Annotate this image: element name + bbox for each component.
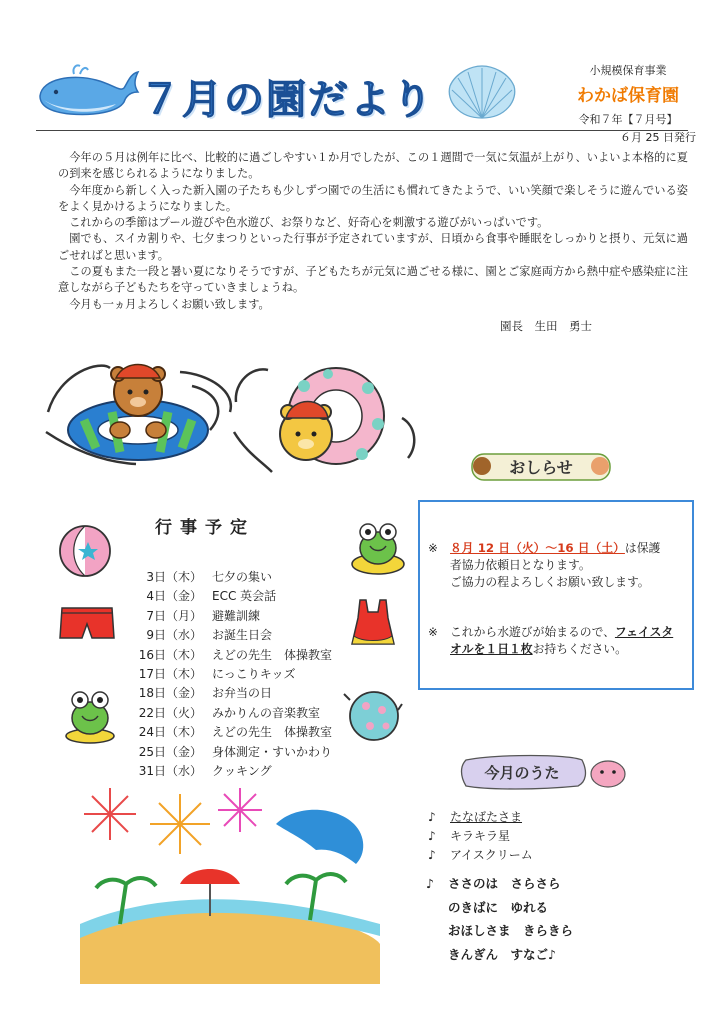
songs-badge <box>458 752 630 792</box>
event-name: えどの先生 体操教室 <box>212 647 333 662</box>
lyric-line: きんぎん すなご♪ <box>448 946 556 962</box>
publisher-name: わかば保育園 <box>577 86 679 106</box>
lyric-text: ささのは さらさら <box>448 876 561 891</box>
intro-paragraph: 今年度から新しく入った新入園の子たちも少しずつ園での生活にも慣れてきたようで、いい笑顔で楽しそうに遊んでいる姿をよく見かけるようになりました。 <box>58 183 688 213</box>
intro-paragraph: これからの季節はプール遊びや色水遊び、お祭りなど、好奇心を刺激する遊びがいっぱいです。 <box>69 216 549 230</box>
event-name: えどの先生 体操教室 <box>212 725 333 740</box>
bear-swim-ring-illustration <box>40 352 240 474</box>
event-row <box>118 646 332 665</box>
events-title: 行事予定 <box>155 518 255 538</box>
frog-sitting-illustration <box>60 682 120 746</box>
issue-date: ６月 25 日発行 <box>620 131 696 144</box>
song-title: アイスクリーム <box>450 848 533 862</box>
event-date: 17日（木） <box>138 666 202 681</box>
frog-float-illustration <box>348 514 408 580</box>
notice-text: は保護 <box>624 541 661 555</box>
event-name: 七夕の集い <box>212 570 273 584</box>
notice-emphasis: オルを１日１枚 <box>450 642 533 656</box>
notice-text: これから水遊びが始まるので、 <box>450 625 615 639</box>
event-date: 7日（月） <box>146 608 202 623</box>
notice-text: ご協力の程よろしくお願い致します。 <box>450 575 650 589</box>
event-name: お誕生日会 <box>212 628 273 643</box>
notice-emphasis: フェイスタ <box>614 625 674 639</box>
event-date: 9日（水） <box>146 628 202 643</box>
whale-illustration <box>34 62 142 118</box>
shell-illustration <box>444 64 520 122</box>
notice-badge <box>470 448 612 484</box>
event-date: 4日（金） <box>146 589 202 604</box>
music-note-icon: ♪ <box>428 810 436 824</box>
event-date: 25日（金） <box>138 744 202 759</box>
event-row <box>118 723 332 742</box>
intro-paragraph: 今年の５月は例年に比べ、比較的に過ごしやすい１か月でしたが、この１週間で一気に気温が上がり、いよいよ本格的に夏の到来を感じられるようになりました。 <box>58 151 688 181</box>
songs-list <box>428 808 533 865</box>
event-date: 16日（木） <box>138 647 202 662</box>
lyric-line <box>426 872 573 896</box>
music-note-icon: ♪ <box>428 829 436 843</box>
intro-paragraph: 今月も一ヵ月よろしくお願い致します。 <box>69 297 270 311</box>
principal-signature: 園長 生田 勇士 <box>500 319 592 333</box>
header-divider <box>36 130 688 131</box>
intro-paragraph: 園でも、スイカ割りや、七夕まつりといった行事が予定されていますが、日頃から食事や睡眠をしっかりと摂り、元気に過ごせればと思います。 <box>58 232 688 262</box>
notice-line <box>428 641 690 658</box>
beach-fireworks-illustration <box>80 784 380 984</box>
song-title: たなばたさま <box>450 810 523 824</box>
event-name: クッキング <box>212 763 272 778</box>
event-row <box>118 568 332 587</box>
swim-shorts-illustration <box>58 604 116 642</box>
notice-badge-text: おしらせ <box>509 458 573 477</box>
notice-mark: ※ <box>428 625 438 639</box>
lyric-line: おほしさま きらきら <box>448 923 574 938</box>
issue-label: 令和７年【７月号】 <box>578 113 678 126</box>
beach-ball-illustration <box>56 522 114 580</box>
notice-text: お持ちください。 <box>532 642 627 656</box>
song-row <box>428 827 533 846</box>
event-name: ECC 英会話 <box>212 589 277 604</box>
event-row <box>118 684 332 703</box>
event-name: 身体測定・すいかわり <box>212 744 333 759</box>
event-date: 18日（金） <box>138 686 202 701</box>
song-lyrics <box>426 872 573 966</box>
page-title: ７月の園だより <box>140 77 434 123</box>
swimsuit-illustration <box>348 598 398 650</box>
event-row <box>118 607 332 626</box>
intro-text <box>58 150 688 313</box>
song-title: キラキラ星 <box>450 829 511 843</box>
event-date: 31日（水） <box>138 763 202 778</box>
event-row <box>118 665 332 684</box>
event-name: 避難訓練 <box>212 608 261 623</box>
lyric-line: のきばに ゆれる <box>448 899 549 915</box>
music-note-icon: ♪ <box>428 848 436 862</box>
notice-text: 者協力依頼日となります。 <box>450 558 591 572</box>
bear-pink-ring-illustration <box>232 362 422 482</box>
event-row <box>118 587 332 606</box>
publisher-category: 小規模保育事業 <box>589 64 667 77</box>
event-date: 24日（木） <box>138 725 202 740</box>
notice-box <box>418 500 694 690</box>
event-row <box>118 626 332 645</box>
event-row <box>118 704 332 723</box>
notice-item-holiday <box>428 540 690 591</box>
notice-item-towel <box>428 624 690 658</box>
notice-date-highlight: ８月 12 日（火）～16 日（土） <box>450 541 625 555</box>
publisher-block <box>548 62 708 145</box>
polka-ball-illustration <box>340 684 408 744</box>
event-name: お弁当の日 <box>212 686 273 701</box>
events-list <box>118 568 332 781</box>
song-row <box>428 846 533 865</box>
event-date: 3日（木） <box>146 570 202 584</box>
event-date: 22日（火） <box>138 705 202 720</box>
fireworks <box>84 788 262 854</box>
songs-badge-text: 今月のうた <box>484 764 560 782</box>
notice-mark: ※ <box>428 541 438 555</box>
event-row <box>118 743 332 762</box>
event-name: にっこりキッズ <box>212 666 296 681</box>
event-row <box>118 762 332 781</box>
song-row <box>428 808 533 827</box>
intro-paragraph: この夏もまた一段と暑い夏になりそうですが、子どもたちが元気に過ごせる様に、園とご家庭両方から熱中症や感染症に注意しながら子どもたちを守っていきましょうね。 <box>58 265 688 295</box>
music-note-icon: ♪ <box>426 876 434 891</box>
event-name: みかりんの音楽教室 <box>212 705 321 720</box>
